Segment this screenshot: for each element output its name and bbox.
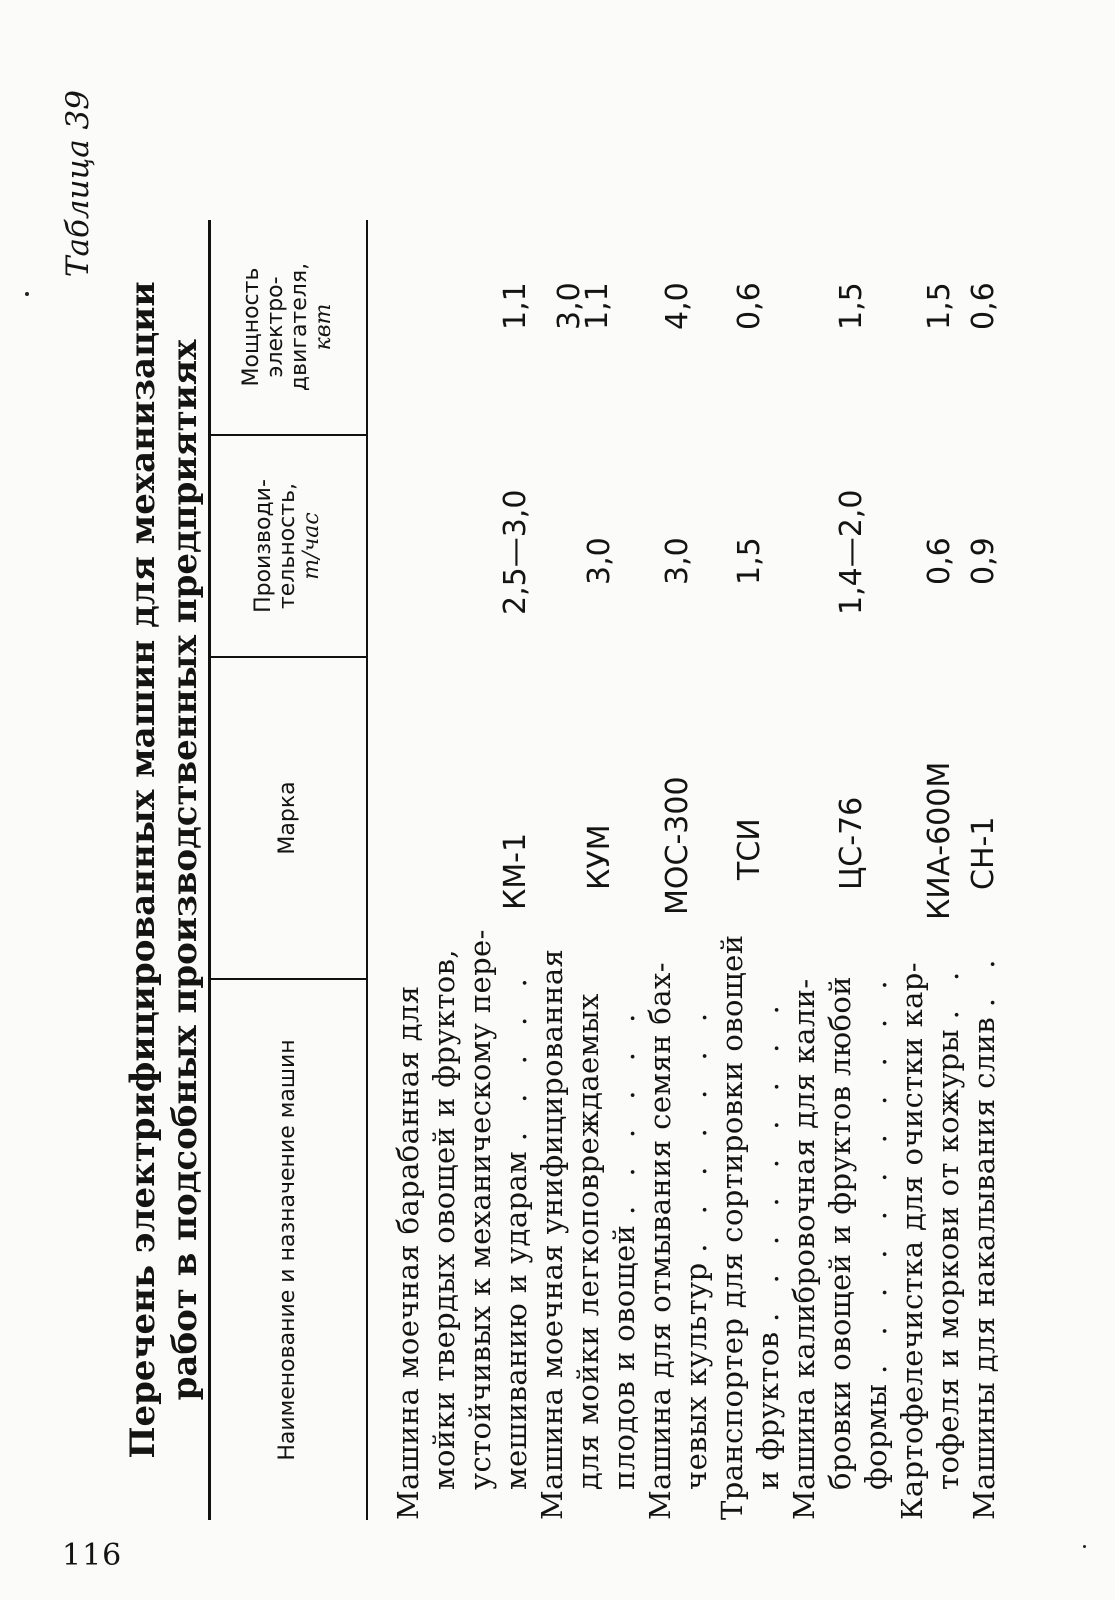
header-divider xyxy=(210,656,366,658)
header-capacity-line: Производи- xyxy=(251,479,276,613)
scan-speck xyxy=(25,292,29,296)
header-power xyxy=(210,220,366,434)
header-power-unit: квт xyxy=(311,303,336,351)
leader-dots: . . xyxy=(931,961,965,1020)
row-name-line: Машина моечная унифицированная xyxy=(535,948,569,1520)
row-power: 0,6 xyxy=(732,282,767,330)
rotated-table-page xyxy=(60,80,1060,1520)
table-title xyxy=(122,220,206,1520)
header-capacity xyxy=(210,436,366,656)
row-name-text: плодов и овощей xyxy=(607,1224,641,1490)
header-power-line: электро- xyxy=(263,276,288,378)
header-name-text: Наименование и назначение машин xyxy=(275,1039,300,1461)
scan-speck xyxy=(1083,1545,1086,1548)
row-name-line xyxy=(930,962,966,1490)
header-capacity-unit: т/час xyxy=(299,512,324,580)
row-name-line xyxy=(678,1003,714,1490)
row-capacity: 0,9 xyxy=(966,537,1001,585)
row-name-line: устойчивых к механическому пере- xyxy=(463,929,497,1490)
row-capacity: 2,5—3,0 xyxy=(498,489,533,615)
header-divider xyxy=(210,434,366,436)
row-capacity: 1,5 xyxy=(732,537,767,585)
header-brand-text: Марка xyxy=(275,781,300,855)
row-name-line: Машина моечная барабанная для xyxy=(391,985,425,1520)
row-name-line: для мойки легкоповреждаемых xyxy=(571,993,605,1490)
row-brand: КМ-1 xyxy=(498,832,533,910)
row-name-line: мойки твердых овощей и фруктов, xyxy=(427,949,461,1490)
table-caption: Таблица 39 xyxy=(60,90,96,278)
row-name-text: формы xyxy=(859,1383,893,1490)
leader-dots: . . . . . . . . . xyxy=(751,995,785,1322)
table-title-line-2: работ в подсобных производственных предприятиях xyxy=(165,339,205,1401)
header-divider xyxy=(210,978,366,980)
row-power-secondary: 1,1 xyxy=(580,282,615,330)
row-name-line xyxy=(498,968,534,1490)
leader-dots: . . xyxy=(967,949,1001,1008)
row-name-line: Транспортер для сортировки овощей xyxy=(715,934,749,1520)
row-name-line: Машина для отмывания семян бах- xyxy=(643,962,677,1520)
row-brand: КИА-600М xyxy=(922,761,957,920)
row-capacity: 0,6 xyxy=(922,537,957,585)
row-name-line: бровки овощей и фруктов любой xyxy=(823,976,857,1490)
header-power-line: Мощность xyxy=(239,267,264,387)
page-number: 116 xyxy=(62,1538,123,1573)
row-name-line xyxy=(606,1004,642,1490)
row-name-text: мешиванию и ударам xyxy=(499,1150,533,1490)
table-header-rule xyxy=(366,220,368,1520)
row-brand: ТСИ xyxy=(732,818,767,880)
header-capacity-line: тельность, xyxy=(275,482,300,610)
row-brand: СН-1 xyxy=(966,816,1001,890)
row-brand: ЦС-76 xyxy=(834,796,869,890)
row-name-text: Машины для накалывания слив xyxy=(967,1016,1001,1520)
leader-dots: . . . . . . . . . . . xyxy=(859,970,893,1374)
row-power: 4,0 xyxy=(660,282,695,330)
row-name-line xyxy=(750,995,786,1490)
row-name-line xyxy=(966,950,1002,1520)
row-brand: МОС-300 xyxy=(660,776,695,915)
row-power: 1,1 xyxy=(498,282,533,330)
row-name-text: чевых культур xyxy=(679,1262,713,1490)
row-capacity: 1,4—2,0 xyxy=(834,489,869,615)
row-power: 0,6 xyxy=(966,282,1001,330)
row-name-line xyxy=(858,970,894,1490)
row-name-line: Машина калибровочная для кали- xyxy=(787,978,821,1520)
row-name-text: тофеля и моркови от кожуры xyxy=(931,1029,965,1490)
row-brand: КУМ xyxy=(582,824,617,890)
leader-dots: . . . . . . . xyxy=(679,1002,713,1253)
header-name xyxy=(210,980,366,1520)
header-power-line: двигателя, xyxy=(287,262,312,392)
header-brand xyxy=(210,658,366,978)
row-capacity: 3,0 xyxy=(582,537,617,585)
row-capacity: 3,0 xyxy=(660,537,695,585)
row-name-line: Картофелечистка для очистки кар- xyxy=(895,962,929,1520)
leader-dots: . . . . . xyxy=(499,968,533,1142)
row-power: 1,5 xyxy=(834,282,869,330)
row-power: 1,5 xyxy=(922,282,957,330)
table-title-line-1: Перечень электрифицированных машин для механизации xyxy=(123,281,163,1459)
row-name-text: и фруктов xyxy=(751,1331,785,1490)
row-power: 3,0 xyxy=(552,282,587,330)
leader-dots: . . . . . . xyxy=(607,1003,641,1216)
